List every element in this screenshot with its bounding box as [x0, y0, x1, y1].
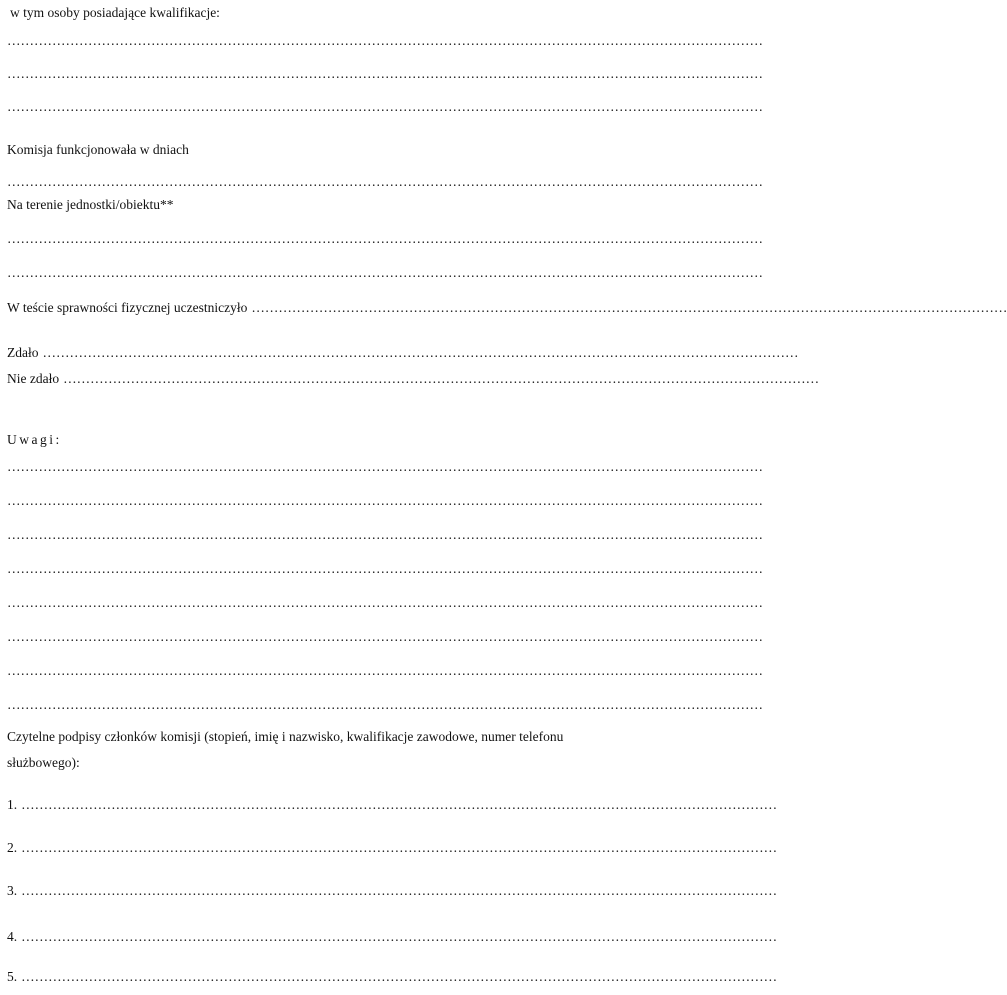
signature-row-4: [7, 929, 778, 945]
remarks-line-8[interactable]: ……………………………………………………………………………………………………………………………………………………: [7, 697, 763, 712]
remarks-line-2[interactable]: ……………………………………………………………………………………………………………………………………………………: [7, 493, 763, 508]
unit-line-1[interactable]: ……………………………………………………………………………………………………………………………………………………: [7, 231, 763, 246]
remarks-line-7[interactable]: ……………………………………………………………………………………………………………………………………………………: [7, 663, 763, 678]
qualified-line-2[interactable]: ……………………………………………………………………………………………………………………………………………………: [7, 66, 763, 81]
remarks-line-3[interactable]: ……………………………………………………………………………………………………………………………………………………: [7, 527, 763, 542]
fitness-test-row: [7, 300, 1007, 316]
signature-number: 4.: [7, 929, 18, 944]
signature-line[interactable]: ……………………………………………………………………………………………………………………………………………………: [21, 929, 778, 944]
fitness-test-line[interactable]: ……………………………………………………………………………………………………………………………………………………: [251, 300, 1007, 315]
signature-number: 5.: [7, 969, 18, 984]
signatures-label-line2: służbowego):: [7, 755, 80, 770]
remarks-line-4[interactable]: ……………………………………………………………………………………………………………………………………………………: [7, 561, 763, 576]
signature-line[interactable]: ……………………………………………………………………………………………………………………………………………………: [21, 840, 778, 855]
passed-line[interactable]: ……………………………………………………………………………………………………………………………………………………: [42, 345, 799, 360]
commission-days-label: Komisja funkcjonowała w dniach: [7, 142, 189, 157]
passed-label: Zdało: [7, 345, 39, 360]
passed-row: [7, 345, 799, 361]
unit-label: Na terenie jednostki/obiektu**: [7, 197, 174, 212]
signature-row-2: [7, 840, 778, 856]
signature-number: 2.: [7, 840, 18, 855]
qualified-line-3[interactable]: ……………………………………………………………………………………………………………………………………………………: [7, 99, 763, 114]
failed-row: [7, 371, 820, 387]
remarks-line-5[interactable]: ……………………………………………………………………………………………………………………………………………………: [7, 595, 763, 610]
signature-number: 1.: [7, 797, 18, 812]
remarks-label: Uwagi:: [7, 432, 62, 447]
fitness-test-label: W teście sprawności fizycznej uczestniczyło: [7, 300, 248, 315]
signature-number: 3.: [7, 883, 18, 898]
remarks-line-6[interactable]: ……………………………………………………………………………………………………………………………………………………: [7, 629, 763, 644]
signature-line[interactable]: ……………………………………………………………………………………………………………………………………………………: [21, 797, 778, 812]
failed-line[interactable]: ……………………………………………………………………………………………………………………………………………………: [63, 371, 820, 386]
qualified-label: w tym osoby posiadające kwalifikacje:: [10, 5, 220, 20]
commission-days-line[interactable]: ……………………………………………………………………………………………………………………………………………………: [7, 174, 763, 189]
remarks-line-1[interactable]: ……………………………………………………………………………………………………………………………………………………: [7, 459, 763, 474]
failed-label: Nie zdało: [7, 371, 60, 386]
signature-row-3: [7, 883, 778, 899]
unit-line-2[interactable]: ……………………………………………………………………………………………………………………………………………………: [7, 265, 763, 280]
signature-line[interactable]: ……………………………………………………………………………………………………………………………………………………: [21, 969, 778, 984]
signature-row-1: [7, 797, 778, 813]
signatures-label-line1: Czytelne podpisy członków komisji (stopień, imię i nazwisko, kwalifikacje zawodowe, numer telefonu: [7, 729, 564, 744]
signature-row-5: [7, 969, 778, 985]
qualified-line-1[interactable]: ……………………………………………………………………………………………………………………………………………………: [7, 33, 763, 48]
signature-line[interactable]: ……………………………………………………………………………………………………………………………………………………: [21, 883, 778, 898]
